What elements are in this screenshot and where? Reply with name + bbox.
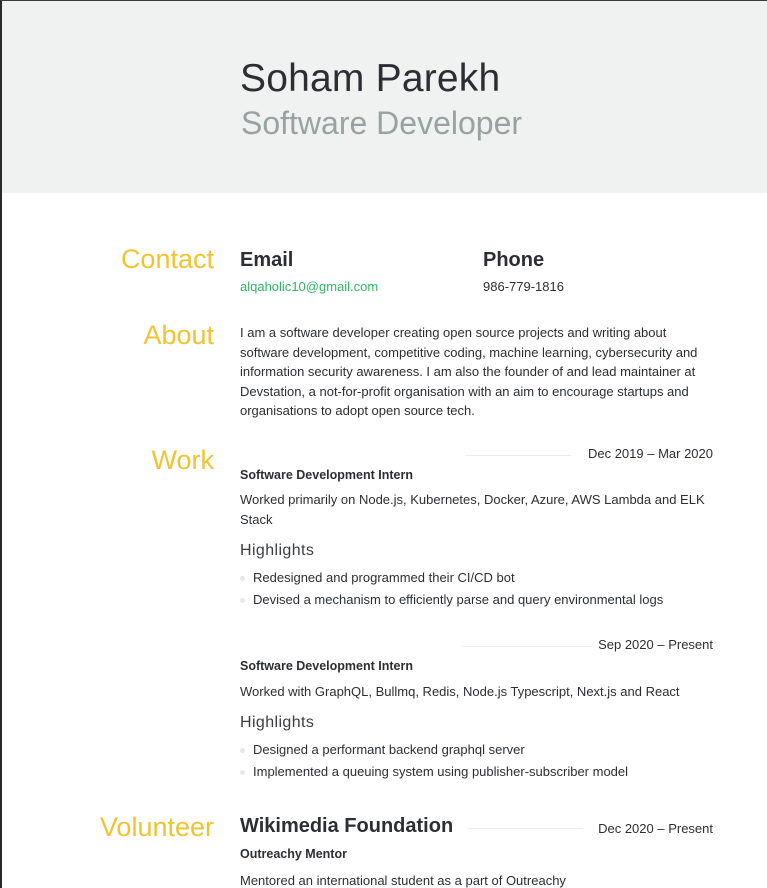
bullet-icon — [240, 770, 245, 775]
bullet-icon — [240, 576, 245, 581]
section-label-work: Work — [151, 445, 214, 475]
highlights-title: Highlights — [240, 542, 315, 559]
highlight-item: Devised a mechanism to efficiently parse and query environmental logs — [240, 589, 713, 611]
about-text: I am a software developer creating open source projects and writing about software development, competitive coding, machine learning, cybersecurity and information security awareness. I am also the founder of and lead maintainer at Devstation, a not-for-profit organisation with an aim to encourage startups and organisations to adopt open source tech. — [240, 325, 698, 419]
divider — [465, 455, 571, 456]
work-date-row — [240, 637, 713, 657]
email-link[interactable]: alqaholic10@gmail.com — [240, 279, 379, 294]
work-summary: Worked with GraphQL, Bullmq, Redis, Node.js Typescript, Next.js and React — [240, 684, 680, 699]
resume-header — [2, 1, 767, 193]
highlights-list — [240, 739, 713, 783]
section-label-about: About — [143, 320, 214, 350]
highlight-item: Designed a performant backend graphql server — [240, 739, 713, 761]
volunteer-organization: Wikimedia Foundation — [240, 815, 454, 837]
work-dates: Dec 2019 – Mar 2020 — [582, 446, 713, 461]
highlight-item: Redesigned and programmed their CI/CD bot — [240, 567, 713, 589]
highlights-title: Highlights — [240, 714, 315, 731]
work-entry — [240, 637, 713, 783]
phone-label: Phone — [483, 249, 545, 271]
work-position: Software Development Intern — [240, 659, 413, 673]
section-label-volunteer: Volunteer — [99, 812, 214, 842]
work-position: Software Development Intern — [240, 468, 413, 482]
volunteer-dates: Dec 2020 – Present — [598, 821, 713, 836]
job-title: Software Developer — [241, 105, 523, 141]
bullet-icon — [240, 748, 245, 753]
work-entry — [240, 446, 713, 611]
work-date-row — [240, 446, 713, 466]
highlights-list — [240, 567, 713, 611]
highlight-item: Implemented a queuing system using publisher-subscriber model — [240, 761, 713, 783]
section-label-contact: Contact — [120, 244, 214, 274]
work-summary: Worked primarily on Node.js, Kubernetes, Docker, Azure, AWS Lambda and ELK Stack — [240, 492, 705, 527]
email-label: Email — [240, 249, 294, 271]
work-dates: Sep 2020 – Present — [592, 637, 713, 652]
volunteer-position: Outreachy Mentor — [240, 847, 347, 861]
phone-value: 986-779-1816 — [483, 279, 564, 294]
divider — [462, 646, 593, 647]
volunteer-summary: Mentored an international student as a part of Outreachy — [240, 873, 566, 888]
bullet-icon — [240, 598, 245, 603]
person-name: Soham Parekh — [240, 57, 501, 100]
divider — [468, 828, 583, 829]
